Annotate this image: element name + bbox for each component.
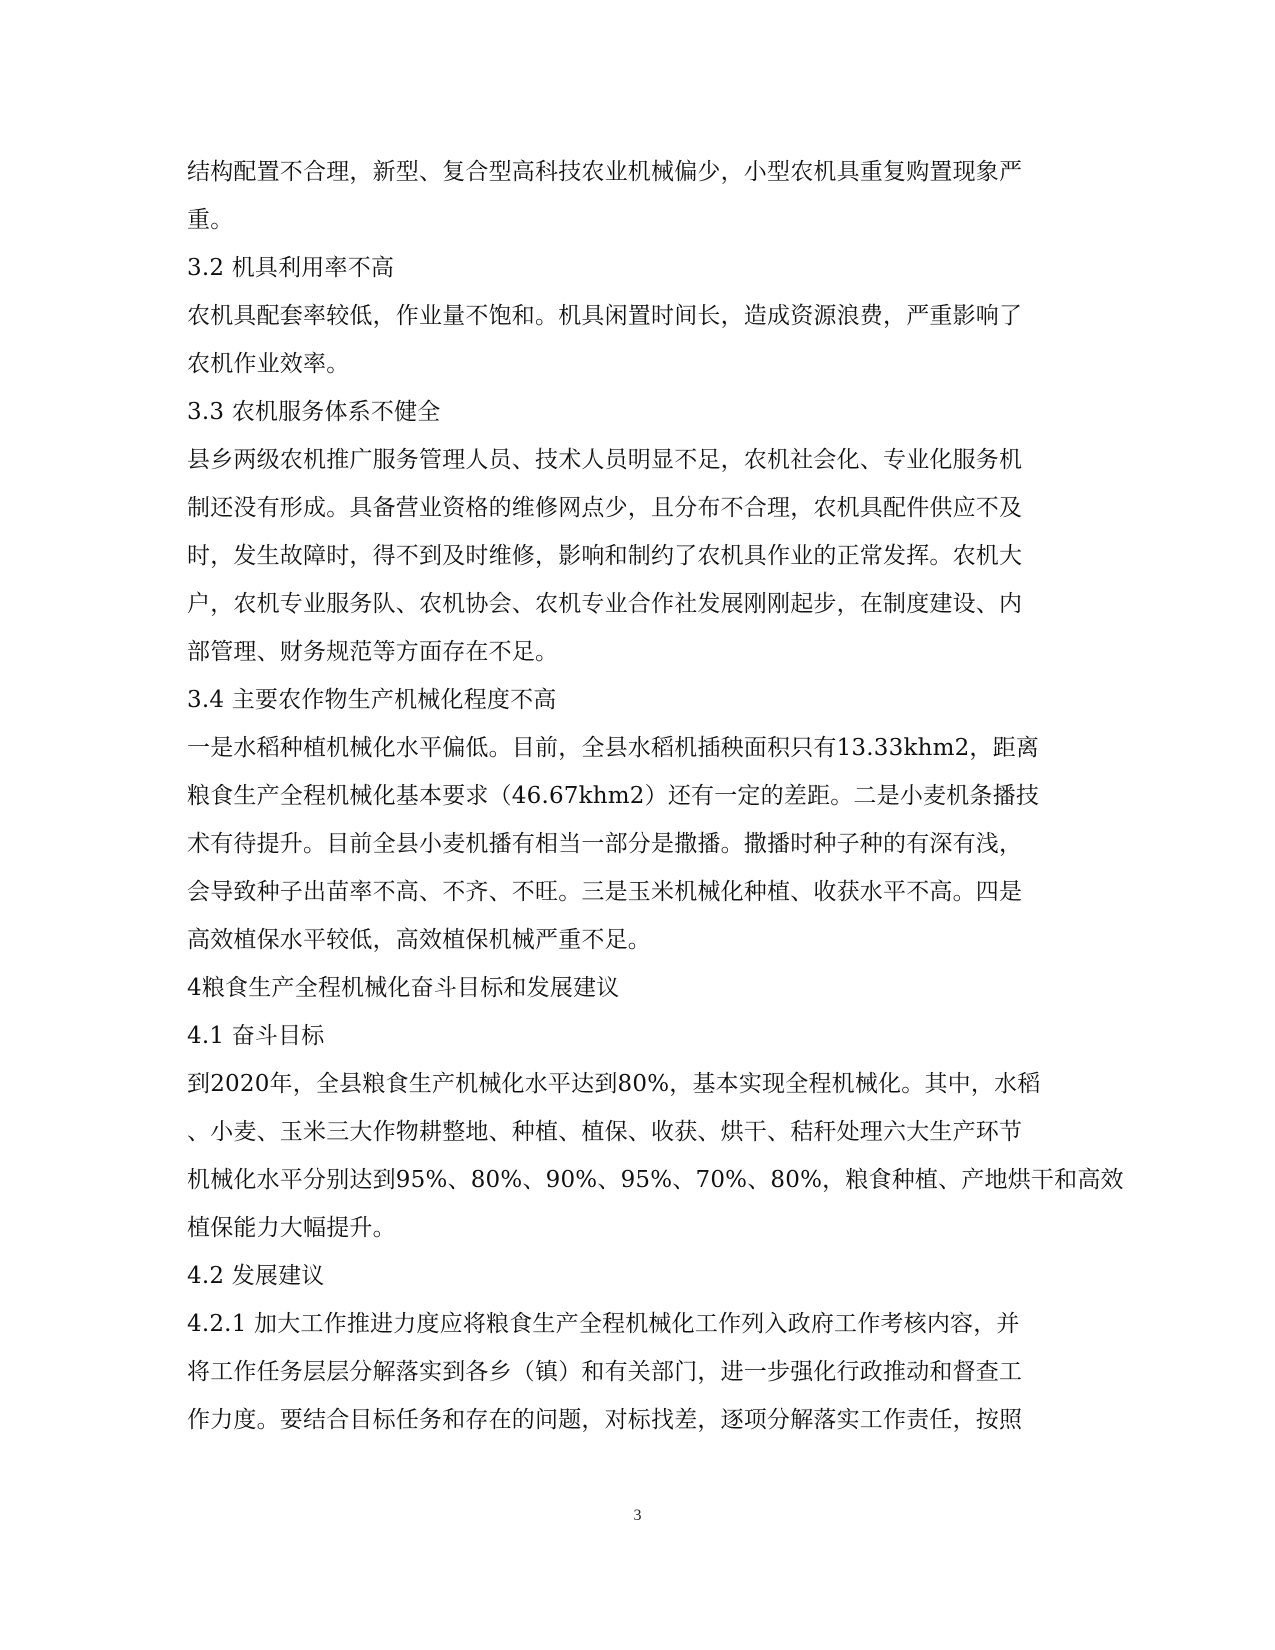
text-line: 重。 (187, 207, 234, 233)
text-line: 将工作任务层层分解落实到各乡（镇）和有关部门，进一步强化行政推动和督查工 (187, 1359, 1023, 1385)
text-line: 农机作业效率。 (187, 351, 350, 377)
text-line: 部管理、财务规范等方面存在不足。 (187, 639, 559, 665)
text-line: 4.2.1 加大工作推进力度应将粮食生产全程机械化工作列入政府工作考核内容，并 (187, 1311, 1020, 1337)
text-line: 县乡两级农机推广服务管理人员、技术人员明显不足，农机社会化、专业化服务机 (187, 447, 1023, 473)
section-heading-3-3: 3.3 农机服务体系不健全 (187, 399, 441, 425)
text-line: 作力度。要结合目标任务和存在的问题，对标找差，逐项分解落实工作责任，按照 (187, 1407, 1023, 1433)
text-line: 户，农机专业服务队、农机协会、农机专业合作社发展刚刚起步，在制度建设、内 (187, 591, 1023, 617)
section-heading-4-1: 4.1 奋斗目标 (187, 1023, 325, 1049)
document-body (187, 148, 1124, 1444)
text-line: 粮食生产全程机械化基本要求（46.67khm2）还有一定的差距。二是小麦机条播技 (187, 783, 1040, 809)
text-line: 术有待提升。目前全县小麦机播有相当一部分是撒播。撒播时种子种的有深有浅， (187, 831, 1023, 857)
section-heading-4: 4粮食生产全程机械化奋斗目标和发展建议 (187, 975, 620, 1001)
text-line: 制还没有形成。具备营业资格的维修网点少，且分布不合理，农机具配件供应不及 (187, 495, 1023, 521)
section-heading-3-4: 3.4 主要农作物生产机械化程度不高 (187, 687, 557, 713)
text-line: 植保能力大幅提升。 (187, 1215, 396, 1241)
text-line: 时，发生故障时，得不到及时维修，影响和制约了农机具作业的正常发挥。农机大 (187, 543, 1023, 569)
text-line: 机械化水平分别达到95%、80%、90%、95%、70%、80%，粮食种植、产地烘干和高效 (187, 1167, 1124, 1193)
section-heading-4-2: 4.2 发展建议 (187, 1263, 325, 1289)
text-line: 会导致种子出苗率不高、不齐、不旺。三是玉米机械化种植、收获水平不高。四是 (187, 879, 1023, 905)
page-number: 3 (633, 1507, 642, 1524)
text-line: 高效植保水平较低，高效植保机械严重不足。 (187, 927, 651, 953)
text-line: 、小麦、玉米三大作物耕整地、种植、植保、收获、烘干、秸秆处理六大生产环节 (187, 1119, 1023, 1145)
text-line: 结构配置不合理，新型、复合型高科技农业机械偏少，小型农机具重复购置现象严 (187, 159, 1023, 185)
text-line: 农机具配套率较低，作业量不饱和。机具闲置时间长，造成资源浪费，严重影响了 (187, 303, 1023, 329)
text-line: 一是水稻种植机械化水平偏低。目前，全县水稻机插秧面积只有13.33khm2，距离 (187, 735, 1040, 761)
section-heading-3-2: 3.2 机具利用率不高 (187, 255, 395, 281)
text-line: 到2020年，全县粮食生产机械化水平达到80%，基本实现全程机械化。其中，水稻 (187, 1071, 1041, 1097)
